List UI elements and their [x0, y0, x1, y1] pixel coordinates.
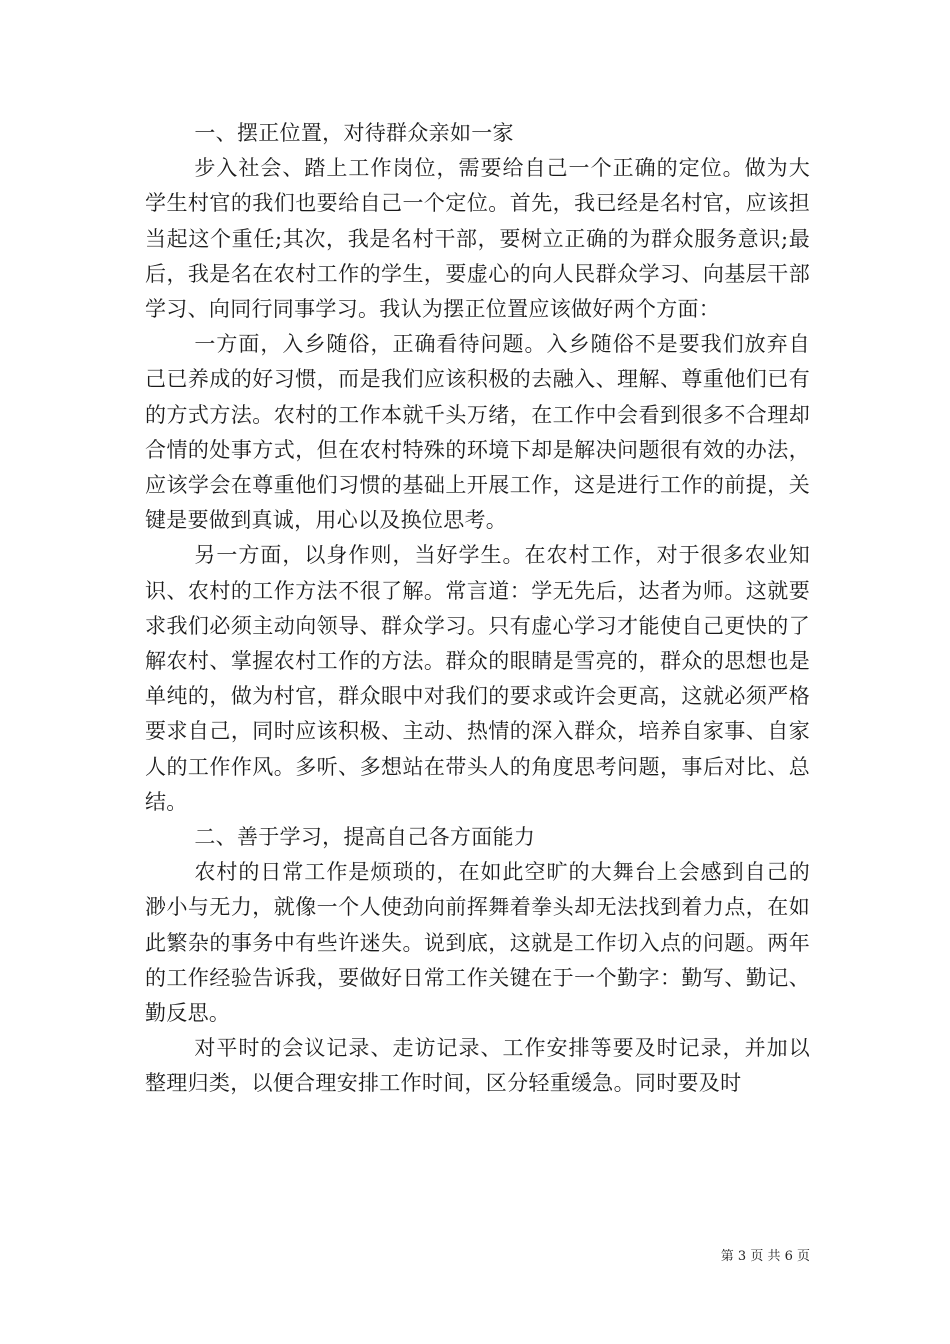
- body-paragraph: 另一方面，以身作则，当好学生。在农村工作，对于很多农业知识、农村的工作方法不很了解。常言道：学无先后，达者为师。这就要求我们必须主动向领导、群众学习。只有虚心学习才能使自己更快的了解农村、掌握农村工作的方法。群众的眼睛是雪亮的，群众的思想也是单纯的，做为村官，群众眼中对我们的要求或许会更高，这就必须严格要求自己，同时应该积极、主动、热情的深入群众，培养自家事、自家人的工作作风。多听、多想站在带头人的角度思考问题，事后对比、总结。: [145, 543, 810, 814]
- document-body: [145, 116, 810, 1102]
- body-paragraph: 一方面，入乡随俗，正确看待问题。入乡随俗不是要我们放弃自己已养成的好习惯，而是我们应该积极的去融入、理解、尊重他们已有的方式方法。农村的工作本就千头万绪，在工作中会看到很多不合理却合情的处事方式，但在农村特殊的环境下却是解决问题很有效的办法，应该学会在尊重他们习惯的基础上开展工作，这是进行工作的前提，关键是要做到真诚，用心以及换位思考。: [145, 332, 810, 533]
- body-paragraph: 步入社会、踏上工作岗位，需要给自己一个正确的定位。做为大学生村官的我们也要给自己一个定位。首先，我已经是名村官，应该担当起这个重任;其次，我是名村干部，要树立正确的为群众服务意识;最后，我是名在农村工作的学生，要虚心的向人民群众学习、向基层干部学习、向同行同事学习。我认为摆正位置应该做好两个方面：: [145, 156, 810, 322]
- body-paragraph: 对平时的会议记录、走访记录、工作安排等要及时记录，并加以整理归类，以便合理安排工作时间，区分轻重缓急。同时要及时: [145, 1036, 810, 1096]
- section-heading-1: 一、摆正位置，对待群众亲如一家: [194, 121, 514, 145]
- section-heading-2: 二、善于学习，提高自己各方面能力: [194, 825, 536, 850]
- body-paragraph: 农村的日常工作是烦琐的，在如此空旷的大舞台上会感到自己的渺小与无力，就像一个人使劲向前挥舞着拳头却无法找到着力点，在如此繁杂的事务中有些许迷失。说到底，这就是工作切入点的问题。两年的工作经验告诉我，要做好日常工作关键在于一个勤字：勤写、勤记、勤反思。: [145, 860, 810, 1026]
- page-number: 第 3 页 共 6 页: [720, 1249, 810, 1264]
